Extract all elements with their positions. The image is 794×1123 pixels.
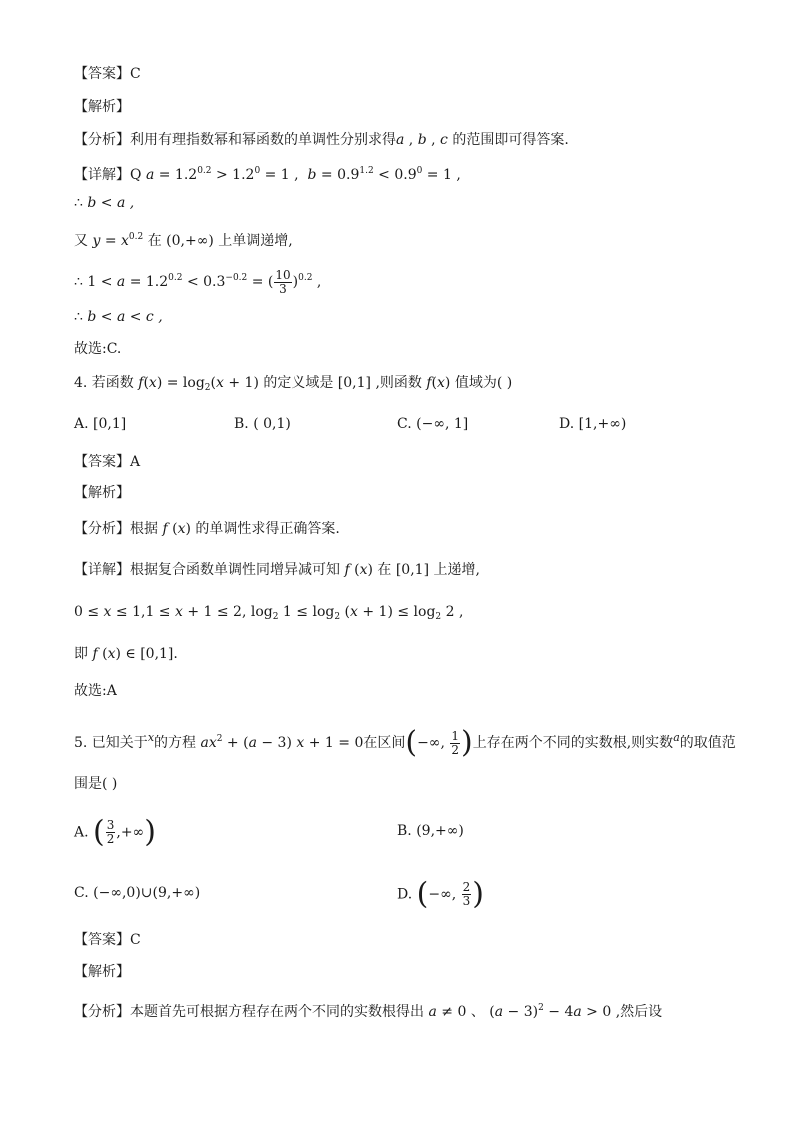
q5-fenxi-tail: ,然后设 [615, 1004, 663, 1020]
q5-option-b-label: B. [397, 823, 412, 839]
q5-option-d-label: D. [397, 886, 413, 903]
q5-fenxi-pre: 【分析】本题首先可根据方程存在两个不同的实数根得出 [74, 1004, 424, 1020]
q4-analysis-heading: 【解析】 [74, 485, 130, 501]
q4-option-d [559, 414, 626, 434]
q3-therefore-3: ∴ b < a < c , [74, 309, 163, 325]
q5-fenxi-mid: 、 [470, 1004, 485, 1020]
q5-stem-tail2: 的取值范 [679, 735, 736, 751]
q4-fenxi: 【分析】根据 f (x) 的单调性求得正确答案. [74, 521, 340, 537]
q5-option-b [397, 821, 464, 841]
q3-detail: 【详解】Q $a = 1.2^{0.2} > 1.2^0 = 1$ , $b = 0.9^{1.2} < 0.9^0 = 1$ , [74, 166, 461, 183]
q5-option-a-label: A. [74, 824, 89, 841]
q3-therefore-1-text: b < a , [87, 195, 135, 211]
q3-therefore-2: ∴ $1 < a = 1.2^{0.2} < 0.3^{-0.2}$ = ( $\frac{10}{3}$ )$^{0.2}$ , [74, 267, 322, 296]
q3-fenxi-text: 【分析】利用有理指数幂和幂函数的单调性分别求得 [74, 132, 396, 148]
q4-option-d-value: [1,+∞) [578, 416, 627, 432]
q5-stem-line2: 围是( ) [74, 776, 118, 792]
q3-fenxi-tail: 的范围即可得答案. [452, 132, 569, 148]
q3-analysis-heading: 【解析】 [74, 99, 130, 115]
q3-detail-tag: 【详解】 [74, 167, 130, 183]
q3-you: 又 [74, 233, 88, 249]
q5-stem-pre: 5. 已知关于 [74, 735, 148, 751]
q4-inequality: 0 ≤ x ≤ 1,1 ≤ x + 1 ≤ 2, $\log_2 1 \le \log_2 (x + 1) \le \log_2 2$ , [74, 604, 464, 622]
q5-option-d: D. (−∞, $\frac{2}{3}$ ) [397, 876, 485, 912]
q4-detail-pre: 【详解】根据复合函数单调性同增异减可知 [74, 562, 340, 578]
q4-stem-pre: 4. 若函数 [74, 375, 134, 391]
q4-answer: 【答案】A [74, 454, 141, 470]
q4-option-a-label: A. [74, 416, 89, 432]
q5-answer: 【答案】C [74, 932, 141, 948]
q4-stem-tail: 值域为( ) [454, 375, 513, 391]
q4-stem-mid2: ,则函数 [375, 375, 422, 391]
q3-answer: 【答案】C [74, 66, 141, 82]
q4-option-a-value: [0,1] [93, 416, 127, 432]
q3-therefore-3-text: b < a < c , [87, 309, 163, 325]
q4-stem-mid: 的定义域是 [263, 375, 334, 391]
q5-option-a: A. ( $\frac{3}{2}$ ,+∞) [74, 814, 156, 850]
q4-fenxi-pre: 【分析】根据 [74, 521, 158, 537]
q4-option-a [74, 414, 126, 434]
q4-detail-mid: 在 [377, 562, 392, 578]
q5-option-c-value: (−∞,0)∪(9,+∞) [93, 885, 201, 901]
q5-option-b-value: (9,+∞) [416, 823, 464, 839]
q5-analysis-heading: 【解析】 [74, 964, 130, 980]
q5-option-c [74, 883, 200, 903]
q4-option-b [234, 414, 291, 434]
q5-stem-tail: 上存在两个不同的实数根,则实数 [472, 735, 674, 751]
q4-ji-text: 即 [74, 646, 88, 662]
q4-option-c [397, 414, 468, 434]
q5-fenxi: 【分析】本题首先可根据方程存在两个不同的实数根得出 a ≠ 0 、 $(a - 3)^2 - 4a > 0$ ,然后设 [74, 1003, 663, 1020]
q3-fenxi: 【分析】利用有理指数幂和幂函数的单调性分别求得a , b , c 的范围即可得答案. [74, 132, 569, 148]
q4-option-b-value: ( 0,1) [253, 416, 291, 432]
q4-ji: 即 f (x) ∈ [0,1]. [74, 646, 178, 662]
q4-detail: 【详解】根据复合函数单调性同增异减可知 f (x) 在 [0,1] 上递增, [74, 562, 480, 578]
q4-option-d-label: D. [559, 416, 575, 432]
q4-option-c-value: (−∞, 1] [416, 416, 469, 432]
q3-therefore-1: ∴ b < a , [74, 195, 135, 211]
q3-choose: 故选:C. [74, 341, 122, 357]
q5-option-c-label: C. [74, 885, 89, 901]
q5-stem: 5. 已知关于$^x$的方程 $ax^2 + (a - 3) x + 1 = 0$在区间(−∞, $\frac{1}{2}$ )上存在两个不同的实数根,则实数$^a$的取值范 [74, 725, 736, 760]
q4-choose: 故选:A [74, 683, 117, 699]
q5-stem-mid: 的方程 [154, 735, 197, 751]
q4-stem: 4. 若函数 $f(x) = \log_2(x + 1)$ 的定义域是 [0,1] ,则函数 f(x) 值域为( ) [74, 375, 513, 393]
q4-option-b-label: B. [234, 416, 249, 432]
q5-stem-mid2: 在区间 [363, 735, 406, 751]
q4-option-c-label: C. [397, 416, 412, 432]
q3-monotone-line: 又 $y = x^{0.2}$ 在 (0,+∞) 上单调递增, [74, 232, 293, 249]
q3-you-tail: 上单调递增, [218, 233, 293, 249]
q4-fenxi-tail: 的单调性求得正确答案. [195, 521, 340, 537]
q4-detail-tail: 上递增, [433, 562, 480, 578]
